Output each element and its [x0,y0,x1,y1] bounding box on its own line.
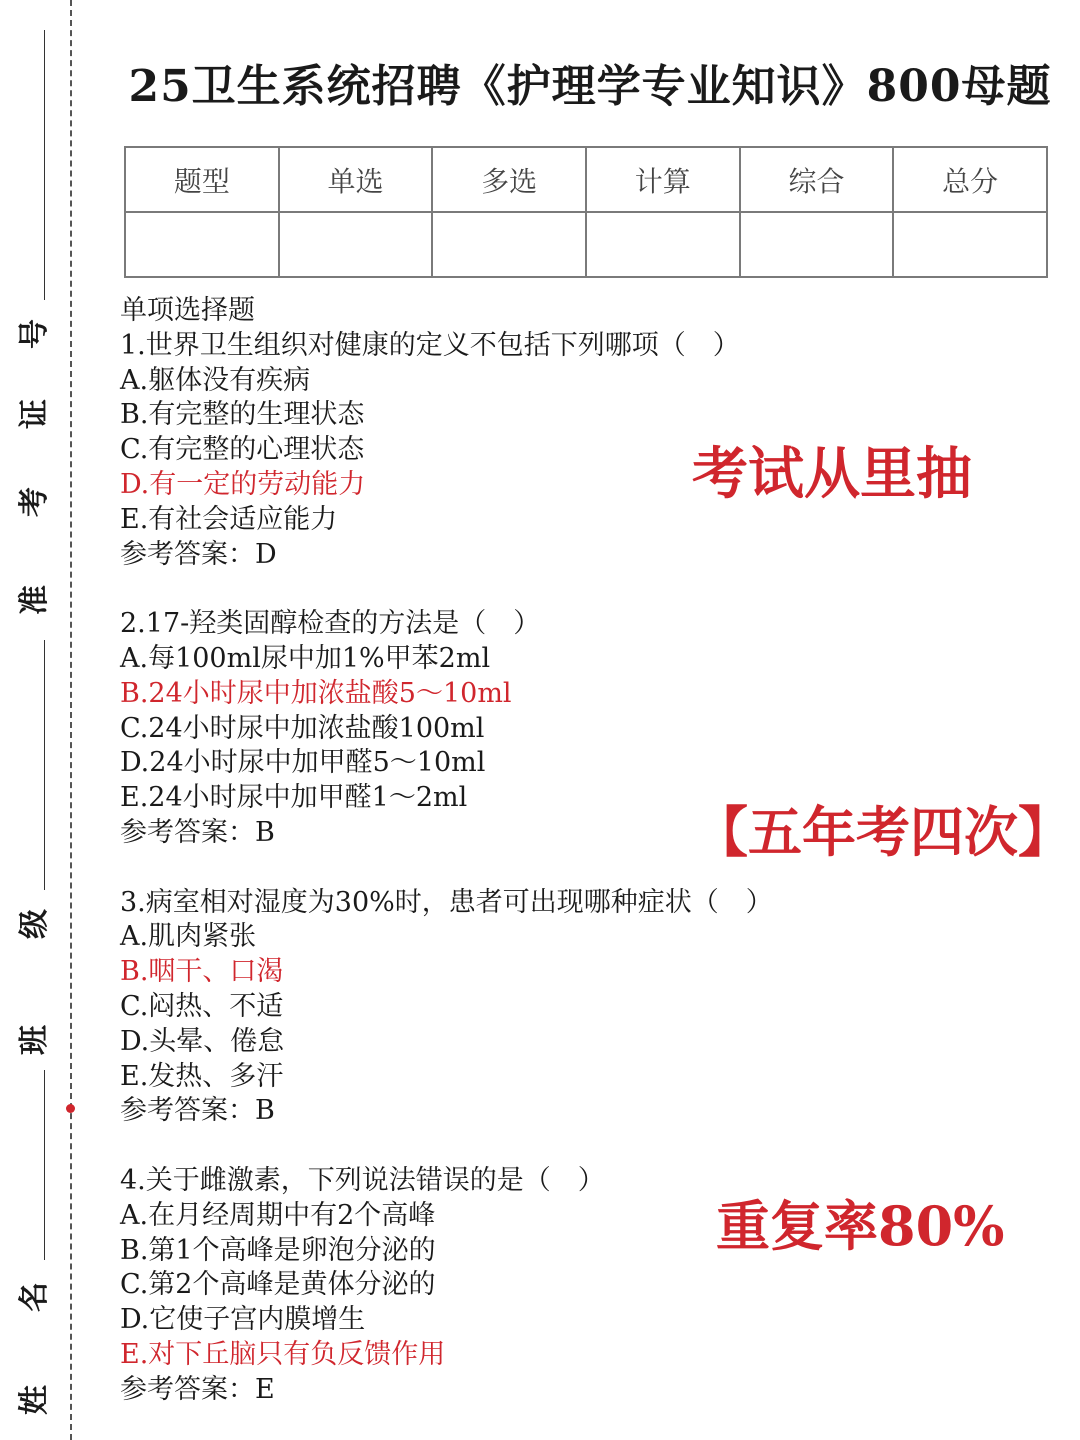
question-stem: 2.17-羟类固醇检查的方法是（ ） [120,608,541,640]
option-b: B.有完整的生理状态 [120,399,365,431]
option-e: E.发热、多汗 [120,1060,284,1092]
class-write-line [44,640,45,890]
margin-dot [66,1104,75,1113]
score-value-cell [740,212,894,277]
score-header-row [125,147,1047,212]
binding-margin [0,0,82,1440]
section-title: 单项选择题 [120,295,255,326]
question-stem: 4.关于雌激素，下列说法错误的是（ ） [120,1164,605,1196]
answer-key: 参考答案：D [120,538,277,570]
score-header-cell: 题型 [125,147,279,212]
option-d-correct: D.有一定的劳动能力 [120,468,366,500]
answer-key: 参考答案：B [120,816,275,848]
question-stem: 3.病室相对湿度为30%时，患者可出现哪种症状（ ） [120,886,773,918]
score-header-cell: 综合 [740,147,894,212]
annotation-repeat-rate: 重复率80% [716,1194,1005,1258]
margin-label-ming: 名 [17,1282,52,1312]
question-4 [120,1164,720,1408]
option-c: C.24小时尿中加浓盐酸100ml [120,712,485,744]
option-b: B.第1个高峰是卵泡分泌的 [120,1234,436,1266]
score-value-cell [893,212,1047,277]
score-value-cell [125,212,279,277]
question-2 [120,607,720,851]
id-write-line [44,30,45,300]
option-e-correct: E.对下丘脑只有负反馈作用 [120,1338,446,1370]
option-a: A.在月经周期中有2个高峰 [120,1199,436,1231]
margin-label-hao: 号 [17,319,52,349]
option-e: E.有社会适应能力 [120,503,338,535]
score-header-cell: 总分 [893,147,1047,212]
cut-line [70,0,72,1440]
option-c: C.第2个高峰是黄体分泌的 [120,1269,436,1301]
margin-label-zheng: 证 [17,399,52,429]
margin-label-ban: 班 [17,1025,52,1055]
option-a: A.躯体没有疾病 [120,364,311,396]
option-a: A.肌肉紧张 [120,921,257,953]
option-d: D.24小时尿中加甲醛5～10ml [120,747,486,779]
annotation-frequency: 【五年考四次】 [694,800,1072,864]
option-a: A.每100ml尿中加1%甲苯2ml [120,642,491,674]
question-stem: 1.世界卫生组织对健康的定义不包括下列哪项（ ） [120,329,740,361]
score-value-cell [279,212,433,277]
option-d: D.头晕、倦怠 [120,1025,285,1057]
question-1 [120,329,740,573]
margin-label-zhun: 准 [17,585,52,615]
option-c: C.闷热、不适 [120,990,284,1022]
margin-label-kao: 考 [17,487,52,517]
question-list [120,294,773,1408]
margin-label-xing: 姓 [17,1385,52,1415]
score-value-cell [586,212,740,277]
score-value-row [125,212,1047,277]
score-header-cell: 计算 [586,147,740,212]
answer-key: 参考答案：E [120,1373,275,1405]
question-3 [120,886,773,1130]
annotation-exam-source: 考试从里抽 [692,441,972,507]
option-b-correct: B.咽干、口渴 [120,956,284,988]
option-b-correct: B.24小时尿中加浓盐酸5～10ml [120,677,512,709]
score-header-cell: 多选 [432,147,586,212]
option-c: C.有完整的心理状态 [120,434,365,466]
score-table [124,146,1048,278]
page-title: 25卫生系统招聘《护理学专业知识》800母题 [128,61,1052,112]
margin-label-ji: 级 [17,909,52,939]
name-write-line [44,1070,45,1260]
option-d: D.它使子宫内膜增生 [120,1304,366,1336]
score-value-cell [432,212,586,277]
score-header-cell: 单选 [279,147,433,212]
answer-key: 参考答案：B [120,1095,275,1127]
option-e: E.24小时尿中加甲醛1～2ml [120,782,468,814]
